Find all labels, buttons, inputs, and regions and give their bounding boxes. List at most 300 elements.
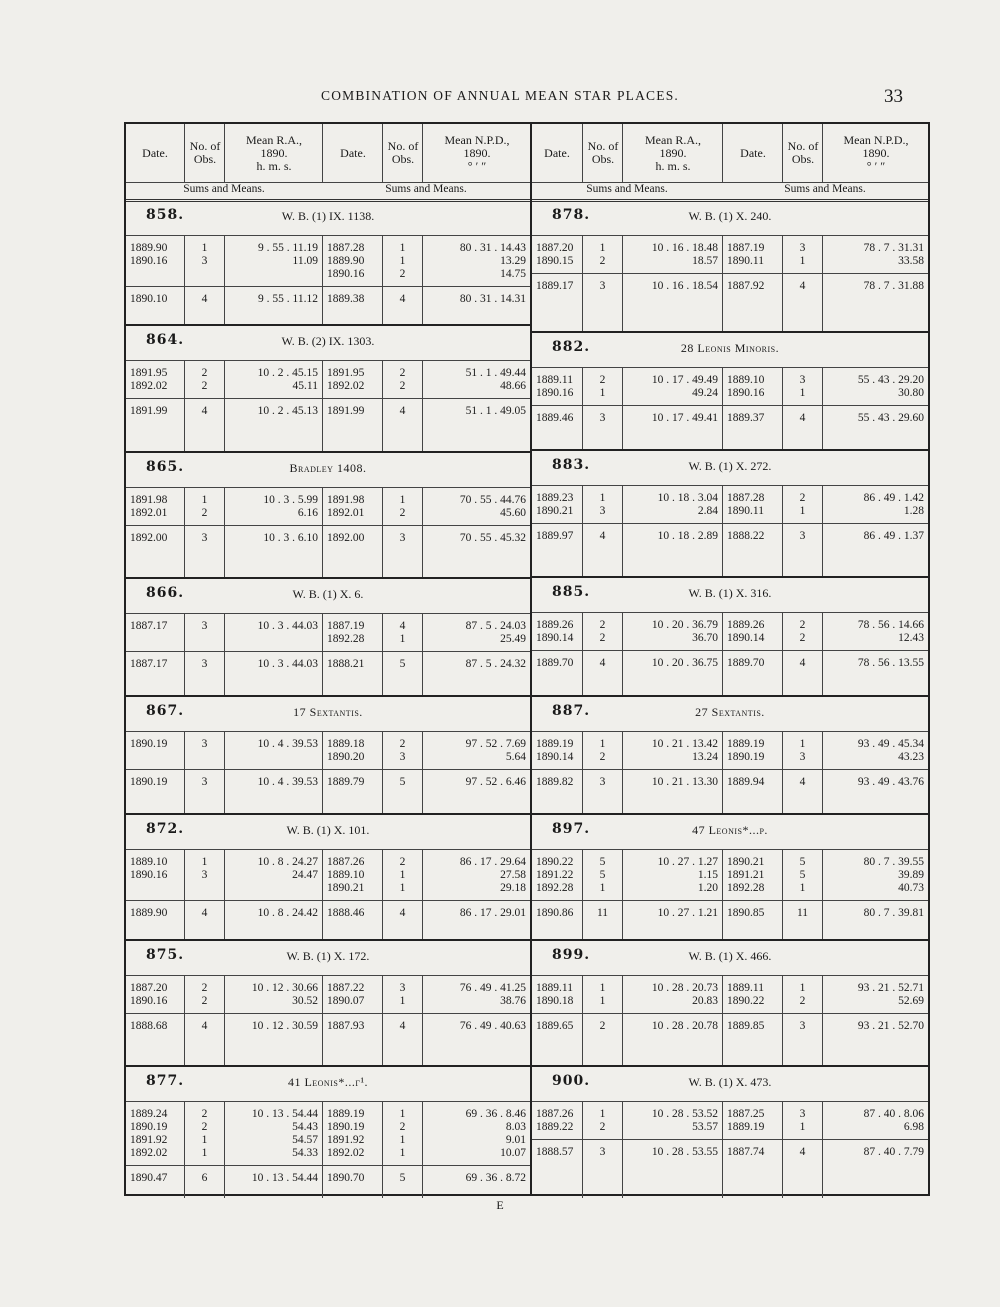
obs-ra-n (582, 486, 622, 524)
cell-value: 1889.11 (536, 982, 573, 994)
cell-value: 10 . 27 . 1.27 (657, 856, 718, 868)
obs-ra-n (582, 368, 622, 406)
cell-value: 55 . 43 . 29.60 (857, 412, 924, 424)
obs-npd-n (382, 850, 422, 901)
cell-value: 10 . 16 . 18.54 (651, 280, 718, 292)
cell-value: 1891.22 (536, 869, 574, 881)
cell-value: 2 (399, 738, 406, 750)
sums-and-means-result-row (532, 273, 928, 331)
cell-value: 1892.00 (130, 532, 168, 544)
cell-value: 1889.19 (727, 1121, 765, 1133)
obs-npd (422, 732, 530, 770)
observations-row (532, 849, 928, 901)
star-title (532, 576, 928, 604)
cell-value: 2 (599, 1121, 606, 1133)
cell-value: 4 (799, 280, 806, 292)
obs-npd (422, 488, 530, 526)
mean-npd (422, 652, 530, 695)
star-number: 865. (146, 459, 185, 475)
cell-value: 78 . 7 . 31.88 (863, 280, 924, 292)
obs-npd-date (322, 1102, 382, 1166)
obs-npd-n (382, 614, 422, 652)
star-block (126, 199, 530, 326)
cell-value: 3 (599, 1146, 606, 1158)
cell-value: 1891.99 (327, 405, 365, 417)
cell-value: 1889.90 (130, 242, 168, 254)
cell-value: 45.11 (292, 380, 318, 392)
mean-ra (224, 287, 322, 324)
cell-value: 1890.14 (727, 632, 765, 644)
star-number: 872. (146, 821, 185, 837)
star-block (126, 813, 530, 941)
cell-value: 1891.92 (130, 1134, 168, 1146)
cell-value: 10 . 17 . 49.41 (651, 412, 718, 424)
obs-ra-n (582, 976, 622, 1014)
cell-value: 1 (599, 882, 606, 894)
cell-value: 1892.28 (727, 882, 765, 894)
cell-value: 1892.28 (327, 633, 365, 645)
cell-value: 1889.38 (327, 293, 365, 305)
cell-value: 1888.57 (536, 1146, 574, 1158)
obs-ra-date (532, 613, 582, 651)
header-label: No. of (787, 139, 819, 153)
sums-and-means-result-row (126, 1013, 530, 1065)
mean-ra (224, 526, 322, 577)
cell-value: 3 (399, 751, 406, 763)
star-block (532, 813, 928, 941)
cell-value: 2.84 (697, 505, 718, 517)
mean-npd-date (322, 770, 382, 813)
cell-value: 11.09 (292, 255, 318, 267)
cell-value: 3 (201, 532, 208, 544)
mean-ra-n (184, 652, 224, 695)
cell-value: 1892.28 (536, 882, 574, 894)
obs-ra (224, 976, 322, 1014)
mean-npd-date (722, 406, 782, 449)
cell-value: 49.24 (692, 387, 718, 399)
cell-value: 11 (796, 907, 809, 919)
mean-ra (224, 1166, 322, 1198)
cell-value: 76 . 49 . 40.63 (459, 1020, 526, 1032)
cell-value: 3 (799, 242, 806, 254)
cell-value: 1887.22 (327, 982, 365, 994)
cell-value: 1887.17 (130, 620, 168, 632)
cell-value: 10 . 20 . 36.75 (651, 657, 718, 669)
obs-ra (622, 1102, 722, 1140)
cell-value: 1889.11 (536, 374, 573, 386)
star-block (126, 577, 530, 697)
obs-ra (224, 614, 322, 652)
header-label: h. m. s. (256, 158, 292, 173)
cell-value: 1 (399, 869, 406, 881)
header-no-of-obs (184, 124, 225, 182)
mean-npd (822, 901, 928, 939)
mean-npd-n (382, 901, 422, 939)
cell-value: 1890.85 (727, 907, 765, 919)
cell-value: 86 . 17 . 29.01 (459, 907, 526, 919)
obs-npd-date (322, 361, 382, 399)
observations-row (126, 975, 530, 1014)
left-column (126, 124, 530, 1194)
obs-npd-n (782, 486, 822, 524)
mean-npd-n (382, 770, 422, 813)
cell-value: 86 . 49 . 1.37 (863, 530, 924, 542)
mean-ra-date (126, 652, 184, 695)
mean-ra-n (184, 770, 224, 813)
star-number: 864. (146, 332, 185, 348)
cell-value: 4 (599, 530, 606, 542)
mean-ra-date (532, 274, 582, 331)
mean-ra-date (126, 287, 184, 324)
cell-value: 1.20 (697, 882, 718, 894)
cell-value: 4 (399, 907, 406, 919)
mean-ra (622, 274, 722, 331)
star-block (126, 451, 530, 579)
cell-value: 2 (399, 1121, 406, 1133)
cell-value: 1889.19 (327, 1108, 365, 1120)
obs-ra-n (184, 732, 224, 770)
mean-npd (422, 287, 530, 324)
cell-value: 1890.14 (536, 751, 574, 763)
mean-ra-date (126, 526, 184, 577)
cell-value: 1890.19 (130, 738, 168, 750)
cell-value: 1891.98 (130, 494, 168, 506)
cell-value: 48.66 (500, 380, 526, 392)
cell-value: 1890.18 (536, 995, 574, 1007)
cell-value: 54.57 (292, 1134, 318, 1146)
star-places-table (124, 122, 930, 1196)
mean-ra (224, 901, 322, 939)
star-block (126, 695, 530, 815)
star-number: 900. (552, 1073, 591, 1089)
obs-ra-date (532, 850, 582, 901)
cell-value: 1 (599, 387, 606, 399)
cell-value: 87 . 40 . 8.06 (863, 1108, 924, 1120)
star-number: 877. (146, 1073, 185, 1089)
obs-ra-n (184, 850, 224, 901)
cell-value: 1887.92 (727, 280, 765, 292)
cell-value: 1889.18 (327, 738, 365, 750)
mean-ra-date (532, 1140, 582, 1198)
mean-npd-date (322, 287, 382, 324)
obs-npd (822, 1102, 928, 1140)
cell-value: 2 (201, 995, 208, 1007)
cell-value: 93 . 49 . 43.76 (857, 776, 924, 788)
cell-value: 1889.26 (727, 619, 765, 631)
cell-value: 1890.14 (536, 632, 574, 644)
obs-npd-n (382, 1102, 422, 1166)
obs-npd (822, 486, 928, 524)
cell-value: 4 (399, 620, 406, 632)
obs-ra-n (184, 1102, 224, 1166)
obs-ra (622, 486, 722, 524)
cell-value: 8.03 (505, 1121, 526, 1133)
cell-value: 1890.70 (327, 1172, 365, 1184)
cell-value: 10 . 3 . 44.03 (257, 620, 318, 632)
cell-value: 4 (799, 412, 806, 424)
obs-ra-date (126, 488, 184, 526)
header-label: Date. (740, 145, 766, 160)
mean-npd-n (382, 652, 422, 695)
cell-value: 5 (599, 869, 606, 881)
cell-value: 93 . 21 . 52.70 (857, 1020, 924, 1032)
cell-value: 2 (799, 632, 806, 644)
obs-ra (224, 732, 322, 770)
mean-npd (422, 770, 530, 813)
cell-value: 4 (399, 405, 406, 417)
cell-value: 1890.19 (327, 1121, 365, 1133)
obs-npd-date (722, 850, 782, 901)
star-title (126, 1065, 530, 1093)
obs-npd-n (782, 613, 822, 651)
mean-npd-date (322, 901, 382, 939)
cell-value: 30.52 (292, 995, 318, 1007)
header-mean-npd (822, 124, 929, 182)
mean-ra-date (126, 1166, 184, 1198)
cell-value: 33.58 (898, 255, 924, 267)
cell-value: 1.28 (903, 505, 924, 517)
obs-ra-n (582, 1102, 622, 1140)
observations-row (532, 235, 928, 274)
obs-npd-date (322, 236, 382, 287)
cell-value: 1889.19 (727, 738, 765, 750)
header-label: h. m. s. (655, 158, 691, 173)
obs-npd-date (722, 236, 782, 274)
obs-npd-n (782, 976, 822, 1014)
cell-value: 1 (399, 494, 406, 506)
cell-value: 10 . 27 . 1.21 (657, 907, 718, 919)
cell-value: 2 (399, 380, 406, 392)
cell-value: 1 (599, 995, 606, 1007)
observations-row (126, 731, 530, 770)
cell-value: 10 . 13 . 54.44 (251, 1172, 318, 1184)
mean-npd-date (322, 652, 382, 695)
mean-ra (622, 406, 722, 449)
mean-ra-n (582, 406, 622, 449)
cell-value: 1892.00 (327, 532, 365, 544)
cell-value: 6.98 (903, 1121, 924, 1133)
cell-value: 5 (399, 658, 406, 670)
cell-value: 3 (201, 620, 208, 632)
obs-ra (622, 976, 722, 1014)
cell-value: 80 . 7 . 39.55 (863, 856, 924, 868)
cell-value: 1889.46 (536, 412, 574, 424)
star-block (532, 449, 928, 578)
mean-ra-n (184, 1014, 224, 1065)
cell-value: 86 . 49 . 1.42 (863, 492, 924, 504)
obs-ra-n (184, 236, 224, 287)
mean-ra-n (582, 1140, 622, 1198)
header-label: No. of (189, 139, 221, 153)
mean-ra-date (126, 901, 184, 939)
column-header (532, 124, 928, 183)
mean-npd-n (782, 770, 822, 813)
footer-signature: E (496, 1198, 504, 1212)
mean-ra-n (582, 524, 622, 576)
cell-value: 1889.10 (130, 856, 168, 868)
header-label: Date. (340, 145, 366, 160)
cell-value: 87 . 40 . 7.79 (863, 1146, 924, 1158)
cell-value: 3 (399, 982, 406, 994)
mean-npd-n (782, 1014, 822, 1065)
cell-value: 10 . 12 . 30.59 (251, 1020, 318, 1032)
mean-ra-n (582, 651, 622, 695)
cell-value: 78 . 7 . 31.31 (863, 242, 924, 254)
star-title (126, 695, 530, 723)
cell-value: 70 . 55 . 45.32 (459, 532, 526, 544)
mean-npd (822, 770, 928, 813)
header-label: 1890. (862, 145, 890, 160)
cell-value: 4 (799, 1146, 806, 1158)
cell-value: 80 . 7 . 39.81 (863, 907, 924, 919)
star-title (126, 451, 530, 479)
cell-value: 1888.46 (327, 907, 365, 919)
mean-ra-date (532, 901, 582, 939)
cell-value: 2 (399, 507, 406, 519)
cell-value: 5 (799, 856, 806, 868)
cell-value: 1890.21 (536, 505, 574, 517)
star-number: 885. (552, 584, 591, 600)
cell-value: 1887.19 (327, 620, 365, 632)
mean-ra (224, 1014, 322, 1065)
cell-value: 2 (599, 374, 606, 386)
obs-ra (622, 613, 722, 651)
cell-value: 2 (799, 619, 806, 631)
star-title (126, 813, 530, 841)
cell-value: 43.23 (898, 751, 924, 763)
mean-ra (622, 770, 722, 813)
cell-value: 1 (799, 505, 806, 517)
cell-value: 1892.01 (130, 507, 168, 519)
cell-value: 2 (201, 1108, 208, 1120)
star-designation: Bradley 1408. (289, 461, 367, 475)
mean-ra-n (582, 901, 622, 939)
cell-value: 3 (399, 532, 406, 544)
cell-value: 1890.11 (727, 255, 764, 267)
star-title (532, 449, 928, 477)
sums-and-means-label: Sums and Means. (784, 183, 866, 195)
obs-npd (822, 236, 928, 274)
obs-npd-date (322, 732, 382, 770)
right-column (532, 124, 928, 1194)
cell-value: 10 . 3 . 5.99 (263, 494, 318, 506)
observations-row (532, 731, 928, 770)
cell-value: 10 . 28 . 20.73 (651, 982, 718, 994)
obs-ra (622, 368, 722, 406)
cell-value: 53.57 (692, 1121, 718, 1133)
obs-npd (822, 368, 928, 406)
cell-value: 10 . 2 . 45.15 (257, 367, 318, 379)
cell-value: 1889.70 (536, 657, 574, 669)
cell-value: 1889.70 (727, 657, 765, 669)
cell-value: 36.70 (692, 632, 718, 644)
mean-ra (622, 901, 722, 939)
cell-value: 24.47 (292, 869, 318, 881)
column-header (126, 124, 530, 183)
cell-value: 5 (399, 1172, 406, 1184)
mean-npd-date (322, 526, 382, 577)
cell-value: 2 (201, 380, 208, 392)
star-designation: W. B. (1) X. 316. (688, 586, 772, 600)
running-head: COMBINATION OF ANNUAL MEAN STAR PLACES. (321, 88, 679, 103)
obs-ra-n (582, 732, 622, 770)
mean-npd (822, 524, 928, 576)
mean-ra (224, 652, 322, 695)
star-number: 878. (552, 207, 591, 223)
star-title (126, 577, 530, 605)
cell-value: 1890.21 (327, 882, 365, 894)
mean-ra (622, 524, 722, 576)
cell-value: 10 . 3 . 44.03 (257, 658, 318, 670)
header-label: Mean R.A., (246, 132, 302, 147)
header-label: 1890. (659, 145, 687, 160)
cell-value: 1 (201, 242, 208, 254)
observations-row (126, 235, 530, 287)
cell-value: 80 . 31 . 14.31 (459, 293, 526, 305)
obs-npd-n (382, 488, 422, 526)
cell-value: 93 . 49 . 45.34 (857, 738, 924, 750)
obs-ra (224, 236, 322, 287)
mean-npd-n (782, 524, 822, 576)
cell-value: 10 . 12 . 30.66 (251, 982, 318, 994)
obs-npd-n (382, 976, 422, 1014)
observations-row (126, 613, 530, 652)
cell-value: 4 (799, 776, 806, 788)
observations-row (532, 975, 928, 1014)
mean-ra-n (184, 901, 224, 939)
mean-ra (224, 399, 322, 451)
cell-value: 1890.16 (536, 387, 574, 399)
observations-row (532, 367, 928, 406)
mean-ra-date (126, 399, 184, 451)
mean-ra-n (184, 1166, 224, 1198)
cell-value: 4 (201, 1020, 208, 1032)
cell-value: 1 (399, 995, 406, 1007)
cell-value: 2 (201, 507, 208, 519)
cell-value: 1890.10 (130, 293, 168, 305)
obs-npd-n (782, 850, 822, 901)
cell-value: 1892.02 (327, 380, 365, 392)
obs-ra-date (126, 361, 184, 399)
header-label: 1890. (260, 145, 288, 160)
mean-ra-date (126, 770, 184, 813)
obs-npd-date (722, 732, 782, 770)
sums-and-means-result-row (126, 1165, 530, 1198)
cell-value: 3 (799, 1108, 806, 1120)
cell-value: 10 . 16 . 18.48 (651, 242, 718, 254)
mean-npd-n (782, 406, 822, 449)
mean-npd (822, 274, 928, 331)
header-label: No. of (387, 139, 419, 153)
obs-ra-date (126, 850, 184, 901)
cell-value: 1889.37 (727, 412, 765, 424)
cell-value: 5 (799, 869, 806, 881)
cell-value: 10 . 20 . 36.79 (651, 619, 718, 631)
mean-ra-date (126, 1014, 184, 1065)
cell-value: 70 . 55 . 44.76 (459, 494, 526, 506)
star-number: 897. (552, 821, 591, 837)
observations-row (126, 849, 530, 901)
obs-npd-n (382, 236, 422, 287)
obs-npd (822, 976, 928, 1014)
star-block (532, 695, 928, 815)
sums-and-means-result-row (126, 900, 530, 939)
mean-npd (422, 1014, 530, 1065)
cell-value: 3 (201, 658, 208, 670)
cell-value: 4 (599, 657, 606, 669)
mean-npd-n (782, 651, 822, 695)
obs-npd (422, 236, 530, 287)
